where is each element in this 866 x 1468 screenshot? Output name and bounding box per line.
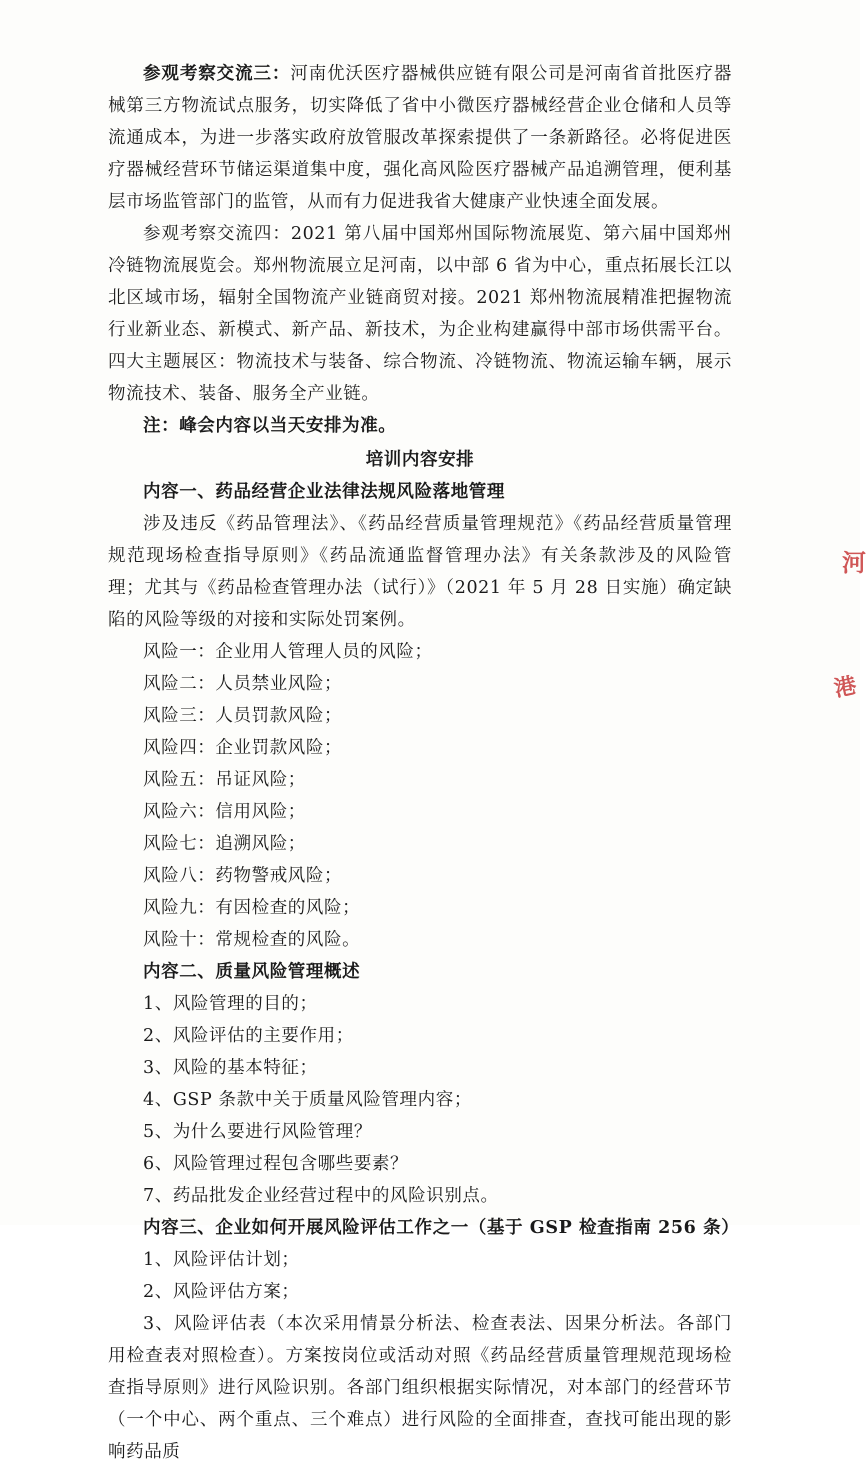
overview-item: 1、风险管理的目的；: [143, 994, 318, 1014]
risk-item: 风险七：追溯风险；: [143, 834, 306, 854]
section1-title: 内容一、药品经营企业法律法规风险落地管理: [143, 482, 505, 502]
assessment-item: 1、风险评估计划；: [143, 1250, 300, 1270]
risk-item: 风险二：人员禁业风险；: [143, 674, 343, 694]
overview-item: 5、为什么要进行风险管理？: [143, 1122, 372, 1142]
document-body: [108, 58, 740, 1468]
visit-three-label: 参观考察交流三：: [143, 64, 291, 84]
red-seal-fragment: 河: [842, 548, 866, 577]
risk-item: 风险四：企业罚款风险；: [143, 738, 343, 758]
risk-item: 风险十：常规检查的风险。: [143, 930, 361, 950]
section2-title: 内容二、质量风险管理概述: [143, 962, 361, 982]
assessment-item: 2、风险评估方案；: [143, 1282, 300, 1302]
risk-item: 风险八：药物警戒风险；: [143, 866, 343, 886]
paragraph-visit-four: 参观考察交流四：2021 第八届中国郑州国际物流展览、第六届中国郑州冷链物流展览会。郑州物流展立足河南，以中部 6 省为中心，重点拓展长江以北区域市场，辐射全国物流产业链商贸对接。2021 郑州物流展精准把握物流行业新业态、新模式、新产品、新技术，为企业构建赢得中部市场供需平台。四大主题展区：物流技术与装备、综合物流、冷链物流、物流运输车辆，展示物流技术、装备、服务全产业链。: [108, 224, 732, 404]
risk-item: 风险三：人员罚款风险；: [143, 706, 343, 726]
red-seal-fragment: 港: [831, 672, 859, 703]
overview-item: 4、GSP 条款中关于质量风险管理内容；: [143, 1090, 472, 1110]
risk-item: 风险九：有因检查的风险；: [143, 898, 361, 918]
overview-item: 7、药品批发企业经营过程中的风险识别点。: [143, 1186, 499, 1206]
assessment-table-paragraph: 3、风险评估表（本次采用情景分析法、检查表法、因果分析法。各部门用检查表对照检查）。方案按岗位或活动对照《药品经营质量管理规范现场检查指导原则》进行风险识别。各部门组织根据实际情况，对本部门的经营环节（一个中心、两个重点、三个难点）进行风险的全面排查，查找可能出现的影响药品质: [108, 1314, 732, 1462]
overview-item: 3、风险的基本特征；: [143, 1058, 318, 1078]
section3-title: 内容三、企业如何开展风险评估工作之一（基于 GSP 检查指南 256 条）: [143, 1218, 740, 1238]
note-text: 注：峰会内容以当天安排为准。: [143, 416, 397, 436]
paragraph-visit-three: [108, 58, 732, 218]
overview-item: 6、风险管理过程包含哪些要素？: [143, 1154, 409, 1174]
section1-description: 涉及违反《药品管理法》、《药品经营质量管理规范》《药品经营质量管理规范现场检查指导原则》《药品流通监督管理办法》有关条款涉及的风险管理；尤其与《药品检查管理办法（试行）》（2021 年 5 月 28 日实施）确定缺陷的风险等级的对接和实际处罚案例。: [108, 514, 732, 630]
visit-three-text: 河南优沃医疗器械供应链有限公司是河南省首批医疗器械第三方物流试点服务，切实降低了省中小微医疗器械经营企业仓储和人员等流通成本，为进一步落实政府放管服改革探索提供了一条新路径。必将促进医疗器械经营环节储运渠道集中度，强化高风险医疗器械产品追溯管理，便利基层市场监管部门的监管，从而有力促进我省大健康产业快速全面发展。: [108, 64, 732, 212]
risk-item: 风险一：企业用人管理人员的风险；: [143, 642, 433, 662]
training-heading: 培训内容安排: [365, 450, 475, 470]
overview-item: 2、风险评估的主要作用；: [143, 1026, 354, 1046]
risk-item: 风险五：吊证风险；: [143, 770, 306, 790]
risk-item: 风险六：信用风险；: [143, 802, 306, 822]
